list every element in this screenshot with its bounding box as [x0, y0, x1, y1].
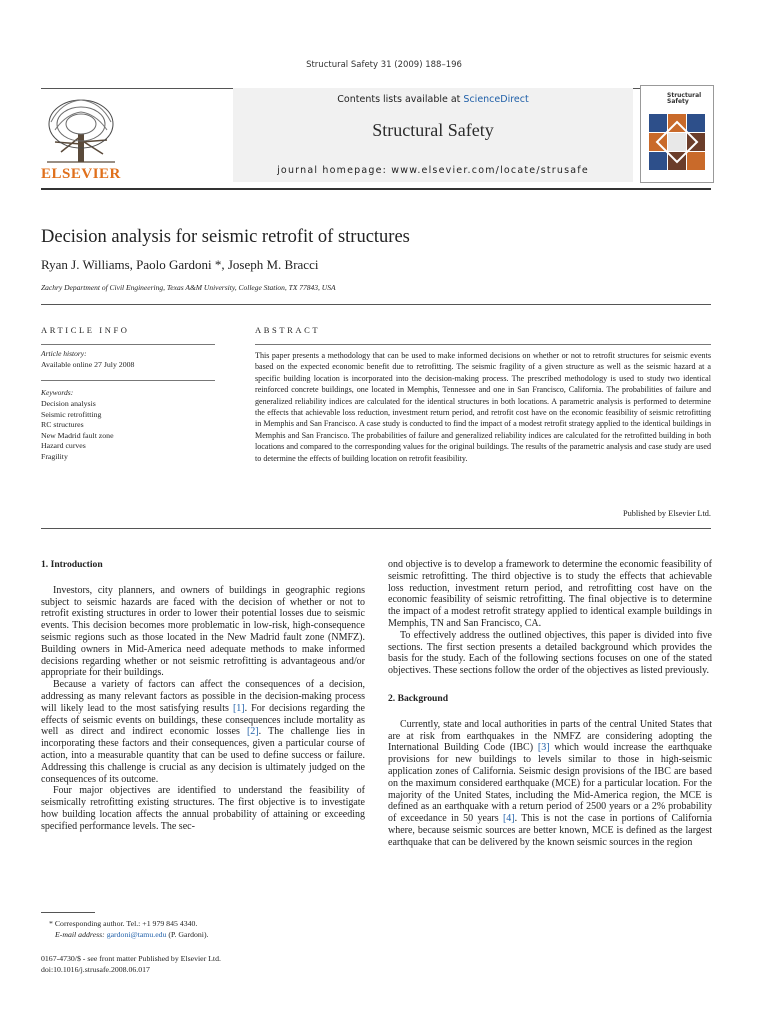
keyword-item: Hazard curves — [41, 441, 86, 450]
history-rule — [41, 380, 215, 381]
corresponding-author: * Corresponding author. Tel.: +1 979 845 4340. — [49, 919, 198, 928]
journal-homepage[interactable]: journal homepage: www.elsevier.com/locate/strusafe — [277, 165, 589, 176]
keyword-item: RC structures — [41, 420, 84, 429]
contents-line — [233, 94, 633, 105]
keywords-label: Keywords: — [41, 388, 74, 397]
journal-cover-image — [640, 85, 714, 183]
issn-line: 0167-4730/$ - see front matter Published by Elsevier Ltd. — [41, 954, 221, 963]
text-run: which would increase the earthquake provisions for new buildings to levels similar to those in high-seismic application zones of California. Seismic design provisions of the IBC are based on the maximum considered earthquake (MCE) for a particular location. For the majority of the United States, including the Mid-America region, the MCE is defined as an earthquake with a return period of 2500 years or a 2% probability of exceedance in 50 years — [388, 742, 712, 825]
elsevier-wordmark: ELSEVIER — [41, 166, 121, 182]
article-info-rule — [41, 344, 215, 345]
paragraph: To effectively address the outlined objectives, this paper is divided into five sections. The first section presents a detailed background which provides the basis for the study. Each of the following sections focuses on one of the stated objectives. These sections follow the order of the objectives as listed previously. — [388, 629, 712, 677]
abstract-rule — [255, 344, 711, 345]
email-suffix: (P. Gardoni). — [166, 930, 209, 939]
paragraph: Four major objectives are identified to understand the feasibility of seismically retrofitting existing structures. The first objective is to investigate how building location affects the annual probability of attaining or exceeding specified performance levels. The sec- — [41, 785, 365, 832]
citation-link[interactable]: [4] — [502, 813, 515, 825]
journal-title: Structural Safety — [372, 120, 494, 140]
paragraph: Investors, city planners, and owners of buildings in geographic regions subject to seismic hazards are faced with the decision of whether or not to retrofit existing structures in order to lower their potential losses due to seismic events. This decision becomes more problematic in low-risk, high-consequence seismic regions such as those located in the New Madrid fault zone (NMFZ). Building owners in Mid-America need adequate methods to make informed decisions regarding whether or not seismic retrofitting is advantageous and/or appropriate for their buildings. — [41, 584, 365, 679]
text-run: . This is not the case in portions of California where, because seismic sources are better known, MCE is defined as the largest earthquake that can be delivered by the known seismic sources in the region — [388, 813, 712, 848]
keyword-item: Fragility — [41, 451, 68, 461]
article-info-heading: ARTICLE INFO — [41, 325, 130, 335]
history-value: Available online 27 July 2008 — [41, 360, 135, 369]
section-heading-introduction: 1. Introduction — [41, 559, 103, 570]
abstract-heading: ABSTRACT — [255, 325, 321, 335]
published-by: Published by Elsevier Ltd. — [622, 509, 711, 518]
footnote-rule — [41, 912, 95, 913]
cover-title: Structural Safety — [667, 92, 702, 105]
keyword-item: New Madrid fault zone — [41, 430, 114, 440]
history-label: Article history: — [41, 349, 87, 358]
keyword-item: Decision analysis — [41, 399, 96, 408]
abstract-bottom-rule — [41, 528, 711, 529]
footnote — [41, 918, 209, 940]
body-column-left — [41, 559, 365, 833]
section-heading-background: 2. Background — [388, 692, 449, 704]
sciencedirect-link[interactable]: ScienceDirect — [463, 94, 529, 105]
email-line — [41, 929, 209, 940]
contents-prefix: Contents lists available at — [337, 94, 464, 105]
journal-reference: Structural Safety 31 (2009) 188–196 — [306, 60, 462, 70]
text-run: . The challenge lies in incorporating these factors and their consequences, given a particular course of action, into a measurable quantity that can be used to define success or failure. Addressing this challenge is crucial as any decision is ultimately judged on the consequences of its outcome. — [41, 726, 365, 785]
paragraph — [41, 679, 365, 785]
citation-link[interactable]: [3] — [537, 742, 550, 754]
keywords-list — [41, 399, 114, 462]
author-affiliation: Zachry Department of Civil Engineering, Texas A&M University, College Station, TX 77843, USA — [41, 283, 336, 292]
text-run: Currently, state and local authorities in parts of the central United States that are at risk from earthquakes in the NMFZ are considering adopting the International Building Code (IBC) — [388, 718, 712, 754]
header-bottom-rule — [41, 188, 711, 190]
issn-block — [41, 953, 221, 975]
paragraph — [388, 719, 712, 849]
abstract-text: This paper presents a methodology that can be used to make informed decisions on whether or not to retrofit structures for seismic events based on the expected economic benefit due to retrofitting. The seismic fragility of a given structure as well as the seismic hazard at a specific building location is incorporated into the decision-making process. The prescribed methodology is used to study two identical reinforced concrete buildings, one located in Memphis, Tennessee and one in San Francisco, California. The probabilities of failure and generalized reliability indices are calculated for the identical structures in both locations. A parametric analysis is performed to determine the effects that achievable loss reduction, investment return period, and retrofit cost have on the economic feasibility of seismic retrofitting in Memphis and San Francisco. A case study is conducted to find the impact of a modest retrofit strategy applied to the identical buildings in Memphis and San Francisco. The probabilities of failure and generalized reliability indices are calculated for the retrofitted building in both locations and compared to the corresponding values for the original buildings. The results of the parametric analysis and case study are used to determine the effects of building location on retrofit feasibility. — [255, 351, 711, 463]
body-column-right-content — [388, 559, 712, 849]
email-link[interactable]: gardoni@tamu.edu — [106, 930, 167, 939]
text-run: . For decisions regarding the effects of seismic events on buildings, these consequences include mortality as well as direct and indirect economic losses — [41, 702, 365, 738]
citation-link[interactable]: [1] — [232, 702, 245, 714]
email-label: E-mail address: — [55, 930, 107, 939]
keyword-item: Seismic retrofitting — [41, 409, 102, 419]
article-title: Decision analysis for seismic retrofit of structures — [41, 227, 410, 247]
text-run: Because a variety of factors can affect the consequences of a decision, addressing as many relevant factors as possible in the decision-making process will likely lead to the most satisfying results — [41, 679, 365, 714]
doi-line: doi:10.1016/j.strusafe.2008.06.017 — [41, 965, 150, 974]
elsevier-logo — [41, 92, 121, 182]
paragraph-continuation: ond objective is to develop a framework to determine the economic feasibility of seismic retrofitting. The third objective is to study the effects that achievable loss reduction, investment return period, and retrofitting cost have on the economic feasibility of seismic retrofitting. The final objective is to determine the impact of a modest retrofit strategy applied to identical example buildings in Memphis, TN and San Francisco, CA. — [388, 559, 712, 629]
title-divider — [41, 304, 711, 305]
author-list: Ryan J. Williams, Paolo Gardoni *, Joseph M. Bracci — [41, 257, 319, 272]
cover-pattern-icon — [649, 114, 705, 170]
citation-link[interactable]: [2] — [246, 726, 259, 738]
